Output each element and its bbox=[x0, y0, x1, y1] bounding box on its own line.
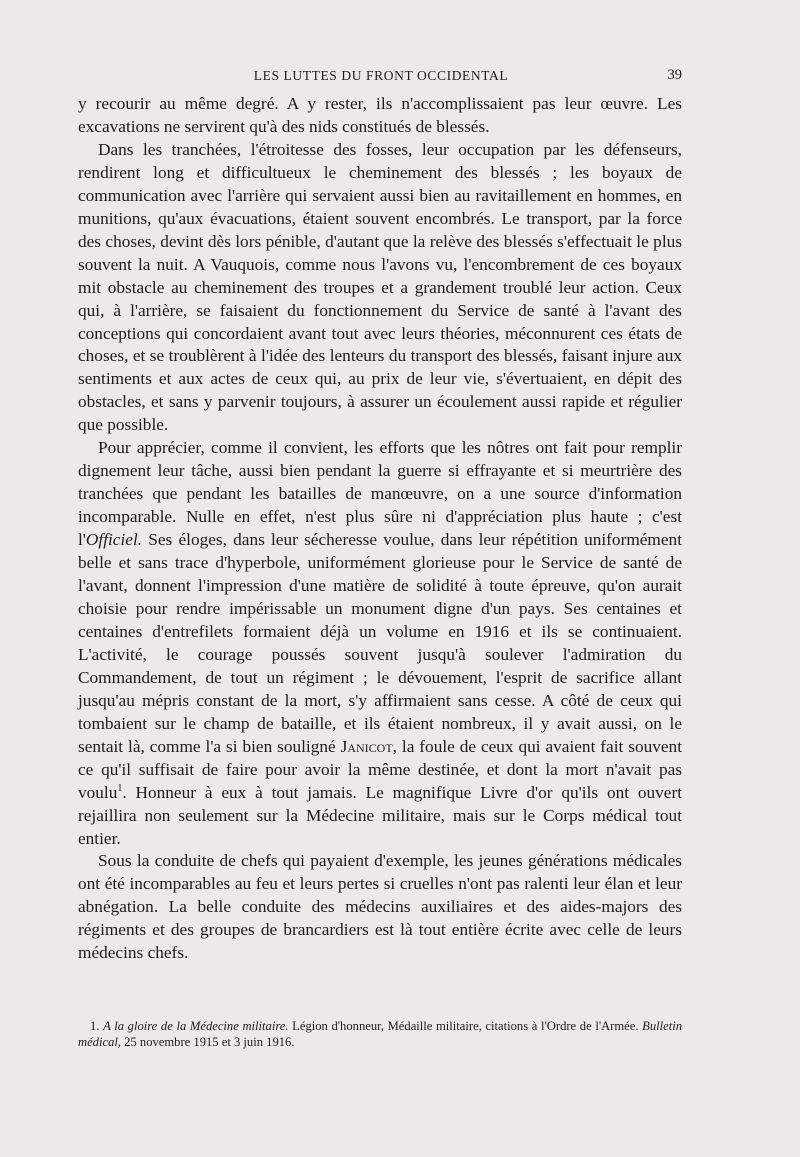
paragraph-3-text-a: Pour apprécier, comme il convient, les efforts que les nôtres ont fait pour remplir dignement leur tâche, aussi bien pendant la guerre si effrayante et si meurtrière des tranchées que pendant les batailles de manœuvre, on a une source d'information incomparable. Nulle en effet, n'est plus sûre ni d'appréciation plus haute ; c'est l' bbox=[78, 438, 682, 550]
paragraph-4: Sous la conduite de chefs qui payaient d'exemple, les jeunes générations médicales ont été incomparables au feu et leurs pertes si cruelles n'ont pas ralenti leur élan et leur abnégation. La belle conduite des médecins auxiliaires et des aides-majors des régiments et des groupes de brancardiers est là tout entière écrite avec celle de leurs médecins chefs. bbox=[78, 851, 682, 963]
footnote-title: A la gloire de la Médecine militaire. bbox=[103, 1019, 289, 1033]
footnote-text-b: 25 novembre 1915 et 3 juin 1916. bbox=[121, 1035, 295, 1049]
paragraph-3-text-d: . Honneur à eux à tout jamais. Le magnifique Livre d'or qu'ils ont ouvert rejaillira non seulement sur la Médecine militaire, mais sur le Corps médical tout entier. bbox=[78, 782, 682, 848]
page-number: 39 bbox=[667, 67, 682, 83]
body-text bbox=[78, 93, 682, 965]
author-name: Janicot bbox=[340, 736, 393, 756]
paragraph-2: Dans les tranchées, l'étroitesse des fosses, leur occupation par les défenseurs, rendirent long et difficultueux le cheminement des blessés ; les boyaux de communication avec l'arrière qui servaient aussi bien au ravitaillement en hommes, en munitions, qu'aux évacuations, étaient souvent encombrés. Le transport, par la force des choses, devint dès lors pénible, d'autant que la relève des blessés s'effectuait le plus souvent la nuit. A Vauquois, comme nous l'avons vu, l'encombrement de ces boyaux mit obstacle au cheminement des troupes et a grandement troublé leur action. Ceux qui, à l'arrière, se faisaient du fonctionnement du Service de santé à l'avant des conceptions qui concordaient avant tout avec leurs théories, méconnurent ces états de choses, et se troublèrent à l'idée des lenteurs du transport des blessés, faisant injure aux sentiments et aux actes de ceux qui, au prix de leur vie, s'évertuaient, en dépit des obstacles, et sans y parvenir toujours, à assurer un écoulement aussi rapide et régulier que possible. bbox=[78, 139, 682, 435]
footnote-source: Bulletin médical, bbox=[78, 1019, 683, 1049]
page-header bbox=[80, 66, 682, 88]
paragraph-3 bbox=[78, 437, 682, 850]
footnote-text-a: Légion d'honneur, Médaille militaire, citations à l'Ordre de l'Armée. bbox=[288, 1019, 643, 1033]
paragraph-3-text-c: , la foule de ceux qui avaient fait souvent ce qu'il suffisait de faire pour avoir la même destinée, et dont la mort n'avait pas voulu bbox=[78, 736, 682, 802]
footnotes bbox=[78, 1018, 682, 1050]
footnote-1 bbox=[78, 1018, 682, 1050]
footnote-reference: 1 bbox=[117, 782, 123, 794]
paragraph-3-text-b: Ses éloges, dans leur sécheresse voulue, dans leur répétition uniformément belle et sans trace d'hyperbole, uniformément glorieuse pour le Service de santé de l'avant, donnent l'impression d'une matière de solidité à toute épreuve, qu'on aurait choisie pour rendre impérissable un monument digne d'un pays. Ses centaines et centaines d'entrefilets formaient déjà un volume en 1916 et ils se continuaient. L'activité, le courage poussés souvent jusqu'à soulever l'admiration du Commandement, de tout un régiment ; le dévouement, l'esprit de sacrifice allant jusqu'au mépris constant de la mort, s'y affirmaient sans cesse. A côté de ceux qui tombaient sur le champ de bataille, et ils étaient nombreux, il y avait aussi, on le sentait là, comme l'a si bien souligné bbox=[78, 530, 682, 756]
paragraph-1: y recourir au même degré. A y rester, ils n'accomplissaient pas leur œuvre. Les excavations ne servirent qu'à des nids constitués de blessés. bbox=[78, 94, 682, 136]
running-title: LES LUTTES DU FRONT OCCIDENTAL bbox=[253, 68, 509, 83]
footnote-number: 1. bbox=[90, 1019, 100, 1033]
officiel-italic: Officiel. bbox=[85, 530, 143, 550]
